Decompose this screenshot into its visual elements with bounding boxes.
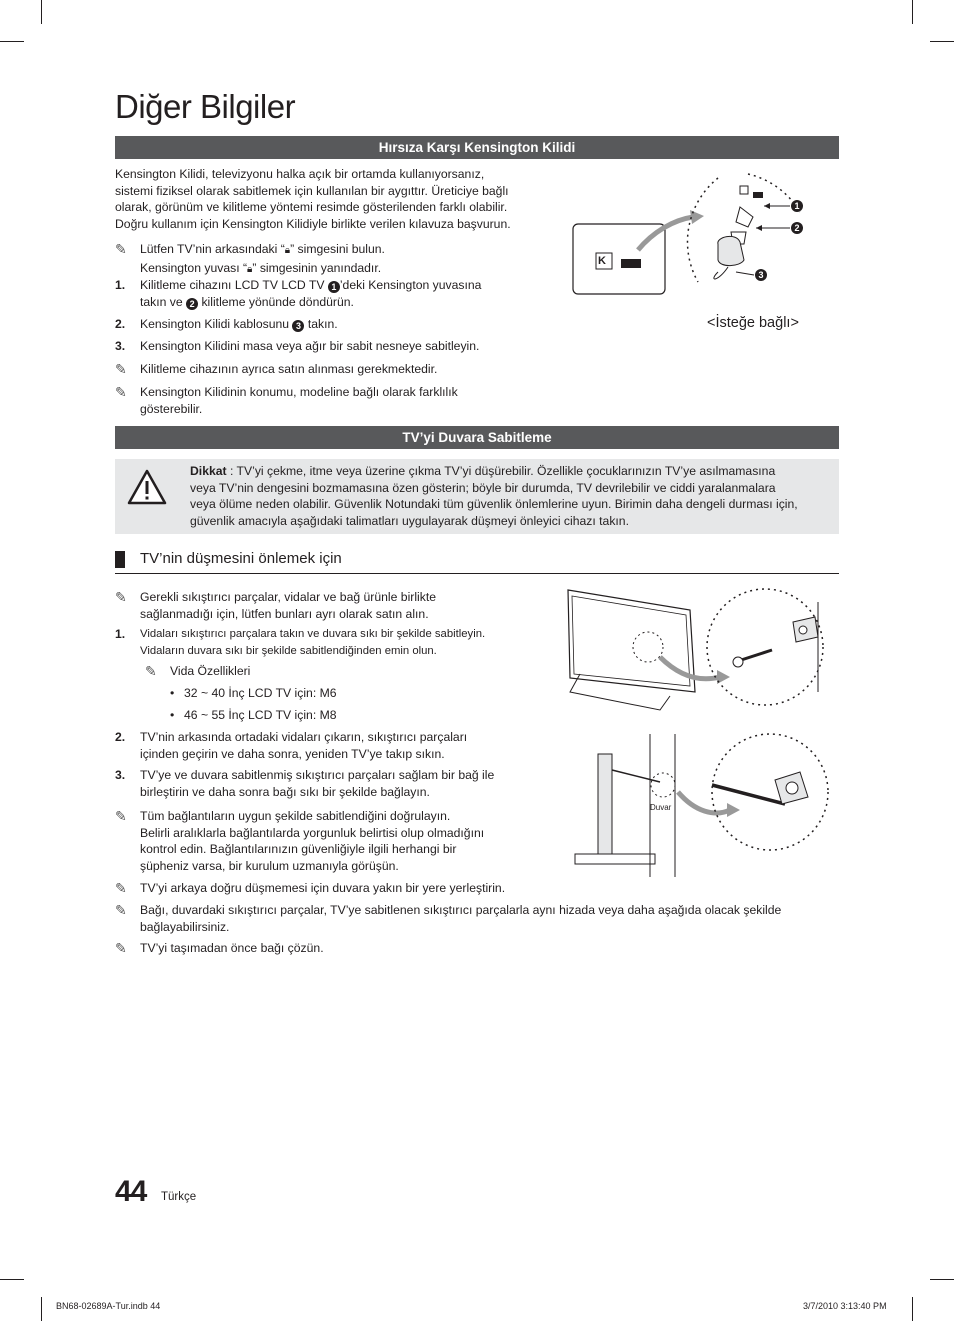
pencil-note-icon: ✎ <box>145 663 157 679</box>
pencil-note-icon: ✎ <box>115 361 127 377</box>
note-text: Kilitleme cihazının ayrıca satın alınması gerekmektedir. <box>140 362 438 376</box>
crop-mark <box>930 41 954 42</box>
note-text: bağlayabilirsiniz. <box>140 919 230 934</box>
spec-text: 32 ~ 40 İnç LCD TV için: M6 <box>184 686 337 700</box>
intro-line: olarak, görünüm ve kilitleme yöntemi resimde gösterilenden farklı olabilir. <box>115 200 508 215</box>
crop-mark <box>912 0 913 24</box>
pencil-note-icon: ✎ <box>115 940 127 956</box>
step-number: 1. <box>115 627 126 641</box>
step-text: TV’ye ve duvara sabitlenmiş sıkıştırıcı parçaları sağlam bir bağ ile <box>140 768 495 782</box>
note-text: Lütfen TV’nin arkasındaki “ <box>140 242 285 256</box>
note-text: Kensington yuvası “ <box>140 260 248 275</box>
footer-file: BN68-02689A-Tur.indb 44 <box>56 1301 161 1311</box>
optional-label: <İsteğe bağlı> <box>707 315 799 331</box>
step-text: kilitleme yönünde döndürün. <box>198 294 354 309</box>
step-text: Kensington Kilidi kablosunu <box>140 317 293 331</box>
wall-step-2 <box>115 729 535 762</box>
kensington-step-1 <box>115 277 535 310</box>
note-text: Vida Özellikleri <box>170 664 251 678</box>
crop-mark <box>41 1297 42 1321</box>
pencil-note-icon: ✎ <box>115 880 127 896</box>
step-text: Kilitleme cihazını LCD TV LCD TV <box>140 278 328 292</box>
step-text: ’deki Kensington yuvasına <box>339 278 482 292</box>
wall-step-3 <box>115 767 535 800</box>
spec-text: 46 ~ 55 İnç LCD TV için: M8 <box>184 708 337 722</box>
pencil-note-icon: ✎ <box>115 808 127 824</box>
note-text: TV’yi taşımadan önce bağı çözün. <box>140 941 324 955</box>
caution-line: : TV’yi çekme, itme veya üzerine çıkma TV’yi düşürebilir. Özellikle çocuklarınızın TV’ye asılmamasına <box>226 464 776 478</box>
note-text: şüpheniz varsa, bir kurulum uzmanıyla görüşün. <box>140 859 399 874</box>
page-language: Türkçe <box>161 1191 197 1203</box>
step-text: takın. <box>304 317 338 331</box>
note-text: Tüm bağlantıların uygun şekilde sabitlendiğini doğrulayın. <box>140 809 451 823</box>
note-untie-before-moving <box>115 940 535 957</box>
intro-line: Kensington Kilidi, televizyonu halka açık bir ortamda kullanıyorsanız, <box>115 167 485 181</box>
intro-line: Doğru kullanım için Kensington Kilidiyle birlikte verilen kılavuza başvurun. <box>115 217 511 232</box>
note-text: gösterebilir. <box>140 401 203 416</box>
callout-1-icon: 1 <box>328 281 340 293</box>
subheading-text: TV’nin düşmesini önlemek için <box>140 550 342 567</box>
screw-spec-item <box>170 685 337 702</box>
note-text: kontrol edin. Bağlantılarınızın güvenliğiyle ilgili herhangi bir <box>140 842 457 857</box>
crop-mark <box>930 1279 954 1280</box>
note-verify-connections <box>115 808 535 875</box>
note-text: ” simgesini bulun. <box>290 242 385 256</box>
step-text: içinden geçirin ve daha sonra, yeniden TV’ye takıp sıkın. <box>140 746 445 761</box>
kensington-symbol-icon: 🔒︎ <box>247 263 253 275</box>
step-text: Vidaların duvara sıkı bir şekilde sabitlendiğinden emin olun. <box>140 644 437 657</box>
step-number: 1. <box>115 278 126 292</box>
kensington-intro <box>115 166 535 233</box>
crop-mark <box>0 41 24 42</box>
note-text: ” simgesinin yanındadır. <box>252 260 382 275</box>
section-header-wall-mount: TV’yi Duvara Sabitleme <box>115 426 839 449</box>
crop-mark <box>0 1279 24 1280</box>
caution-text <box>190 463 835 530</box>
caution-line: veya TV’nin dengesini bozmamasına özen gösterin; böyle bir durumda, TV devrilebilir ve ciddi yaralanmalara <box>190 480 776 495</box>
step-text: takın ve <box>140 294 187 309</box>
kensington-step-3 <box>115 338 535 355</box>
step-number: 2. <box>115 317 126 331</box>
note-text: Gerekli sıkıştırıcı parçalar, vidalar ve bağ ürünle birlikte <box>140 590 437 604</box>
bullet-icon: • <box>170 708 175 722</box>
step-text: Vidaları sıkıştırıcı parçalara takın ve duvara sıkı bir şekilde sabitleyin. <box>140 628 486 640</box>
note-purchase-separately <box>115 361 535 378</box>
intro-line: sistemi fiziksel olarak sabitlemek için kullanılan bir aygıttır. Üreticiye bağlı <box>115 183 509 198</box>
heading-marker <box>115 551 125 568</box>
note-text: TV’yi arkaya doğru düşmemesi için duvara yakın bir yere yerleştirin. <box>140 881 506 895</box>
crop-mark <box>912 1297 913 1321</box>
pencil-note-icon: ✎ <box>115 589 127 605</box>
step-text: TV’nin arkasında ortadaki vidaları çıkarın, sıkıştırıcı parçaları <box>140 730 468 744</box>
note-text: sağlanmadığı için, lütfen bunları ayrı olarak satın alın. <box>140 606 429 621</box>
step-text: birleştirin ve daha sonra bağı sıkı bir şekilde bağlayın. <box>140 784 430 799</box>
kensington-k-label: K <box>598 255 606 267</box>
callout-3-icon: 3 <box>755 269 767 281</box>
note-kensington-symbol <box>115 241 535 278</box>
note-text: Bağı, duvardaki sıkıştırıcı parçalar, TV’ye sabitlenen sıkıştırıcı parçalarla aynı hizada veya daha aşağıda olacak şekilde <box>140 903 782 917</box>
note-screw-specs <box>145 663 525 680</box>
step-number: 3. <box>115 339 126 353</box>
note-text: Kensington Kilidinin konumu, modeline bağlı olarak farklılık <box>140 385 458 399</box>
screw-spec-item <box>170 707 337 724</box>
callout-1-icon: 1 <box>791 200 803 212</box>
kensington-symbol-icon: 🔒︎ <box>284 245 291 256</box>
page-title: Diğer Bilgiler <box>115 88 296 125</box>
bullet-icon: • <box>170 686 175 700</box>
wall-step-1 <box>115 626 535 659</box>
step-number: 3. <box>115 768 126 782</box>
note-parts-not-included <box>115 589 535 622</box>
pencil-note-icon: ✎ <box>115 902 127 918</box>
kensington-step-2 <box>115 316 535 333</box>
pencil-note-icon: ✎ <box>115 384 127 400</box>
callout-2-icon: 2 <box>186 298 198 310</box>
callout-3-icon: 3 <box>292 320 304 332</box>
wall-label: Duvar <box>650 803 672 812</box>
note-tie-level <box>115 902 839 935</box>
caution-box <box>115 459 839 534</box>
warning-triangle-icon <box>127 469 167 505</box>
crop-mark <box>41 0 42 24</box>
wall-mount-illustration <box>560 582 840 882</box>
caution-line: veya ölüme neden olabilir. Güvenlik Notundaki tüm güvenlik önlemlerine uyun. Birimin daha dengeli durması için, <box>190 497 798 512</box>
caution-line: güvenlik amacıyla aşağıdaki talimatları uygulayarak düşmeyi önleyici cihazı takın. <box>190 514 629 529</box>
page-number: 44 <box>115 1175 147 1208</box>
footer-date: 3/7/2010 3:13:40 PM <box>803 1301 887 1311</box>
kensington-lock-illustration <box>568 172 840 337</box>
step-number: 2. <box>115 730 126 744</box>
step-text: Kensington Kilidini masa veya ağır bir sabit nesneye sabitleyin. <box>140 339 480 353</box>
section-header-kensington: Hırsıza Karşı Kensington Kilidi <box>115 136 839 159</box>
note-text: Belirli aralıklarla bağlantılarda yorgunluk belirtisi olup olmadığını <box>140 825 485 840</box>
callout-2-icon: 2 <box>791 222 803 234</box>
caution-label: Dikkat <box>190 464 227 478</box>
note-place-near-wall <box>115 880 555 897</box>
pencil-note-icon: ✎ <box>115 241 127 257</box>
subheading-prevent-falling <box>115 549 839 574</box>
note-location-varies <box>115 384 535 417</box>
